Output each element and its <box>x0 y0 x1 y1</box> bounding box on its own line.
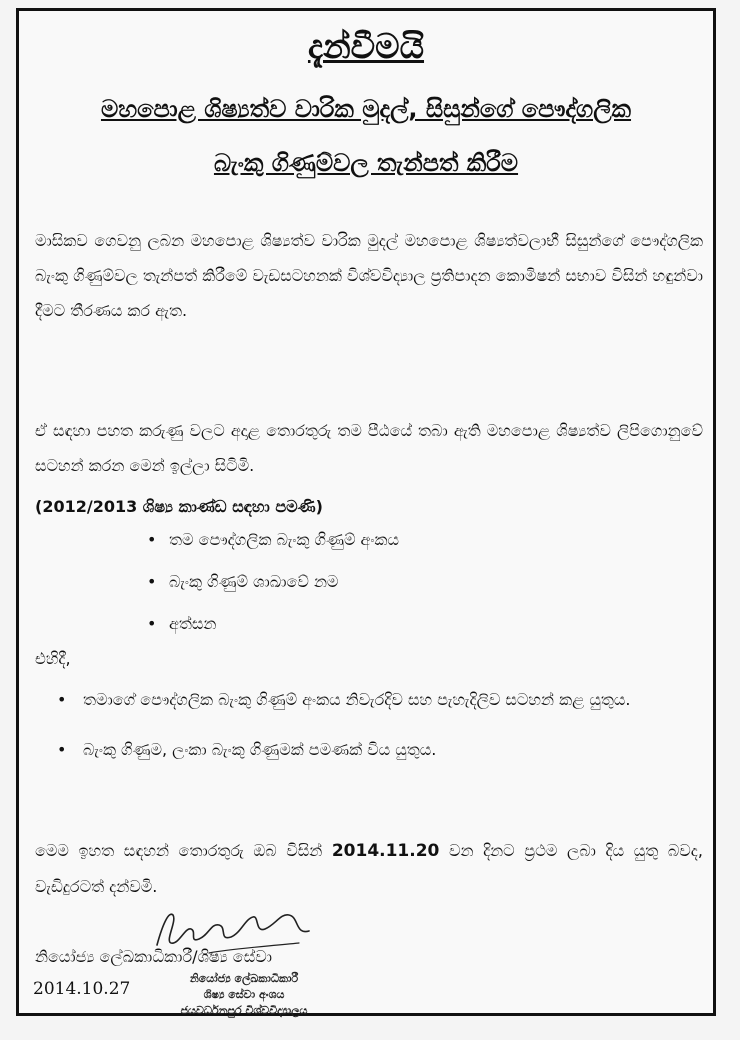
deadline-date: 2014.11.20 <box>331 841 440 861</box>
ehidi-label: එහිදී, <box>35 649 71 668</box>
deadline-text-after: වන දිනට ප්‍රථම ලබා දිය යුතු බවද, වැඩිදුරටත් දන්වමි. <box>35 841 703 896</box>
list-item-text: බැංකු ගිණුම් ශාඛාවේ නම <box>169 572 339 591</box>
signatory-title: නියෝජ්‍ය ලේඛකාධිකාරී/ශිෂ්‍ය සේවා <box>35 947 272 966</box>
required-items-list <box>147 519 399 645</box>
notice-title: දැන්වීමයි <box>307 27 425 67</box>
request-paragraph: ඒ සඳහා පහත කරුණු වලට අදාළ තොරතුරු තම පීඨයේ තබා ඇති මහපොළ ශිෂ්‍යත්ව ලිපිගොනුවේ සටහන් කරන මෙන් ඉල්ලා සිටිමි. <box>35 421 703 475</box>
bullet-icon: • <box>57 690 67 709</box>
notice-page <box>16 8 716 1016</box>
issue-date: 2014.10.27 <box>33 979 131 999</box>
deadline-paragraph <box>35 833 703 904</box>
stamp-line: ශිෂ්‍ය සේවා අංශය <box>203 988 285 1001</box>
stamp-line: ජයවර්ධනපුර විශ්වවිද්‍යාලය <box>180 1004 308 1017</box>
notice-subtitle-line1: මහපොළ ශිෂ්‍යත්ව වාරික මුදල්, සිසුන්ගේ පෞද්ගලික <box>100 95 632 123</box>
bullet-icon: • <box>147 572 157 591</box>
rules-list <box>57 683 703 767</box>
bullet-icon: • <box>147 614 157 633</box>
list-item <box>147 603 399 645</box>
list-item <box>147 519 399 561</box>
bullet-icon: • <box>57 740 67 759</box>
deadline-text-before: මෙම ඉහත සඳහන් තොරතුරු ඔබ විසින් <box>35 841 332 860</box>
list-item <box>147 561 399 603</box>
list-item <box>57 683 703 717</box>
rule-text: තමාගේ පෞද්ගලික බැංකු ගිණුම් අංකය නිවැරදිව සහ පැහැදිලිව සටහන් කළ යුතුය. <box>83 690 631 709</box>
list-item-text: අත්සන <box>169 614 217 633</box>
notice-subtitle-line2: බැංකු ගිණුම්වල තැන්පත් කිරීම <box>213 149 519 177</box>
list-item <box>57 733 703 767</box>
intro-paragraph: මාසිකව ගෙවනු ලබන මහපොළ ශිෂ්‍යත්ව වාරික මුදල් මහපොළ ශිෂ්‍යත්වලාභී සිසුන්ගේ පෞද්ගලික බැංකු ගිණුම්වල තැන්පත් කිරීමේ වැඩසටහනක් විශ්වවිද්‍යාල ප්‍රතිපාදන කොමිෂන් සභාව විසින් හඳුන්වා දීමට තීරණය කර ඇත. <box>35 231 703 320</box>
rule-text: බැංකු ගිණුම, ලංකා බැංකු ගිණුමක් පමණක් විය යුතුය. <box>83 740 437 759</box>
bullet-icon: • <box>147 530 157 549</box>
batch-note: (2012/2013 ශිෂ්‍ය කාණ්ඩ සඳහා පමණි) <box>35 497 323 516</box>
list-item-text: තම පෞද්ගලික බැංකු ගිණුම් අංකය <box>169 530 399 549</box>
official-stamp <box>149 971 339 1019</box>
stamp-line: නියෝජ්‍ය ලේඛකාධිකාරී <box>189 972 299 985</box>
